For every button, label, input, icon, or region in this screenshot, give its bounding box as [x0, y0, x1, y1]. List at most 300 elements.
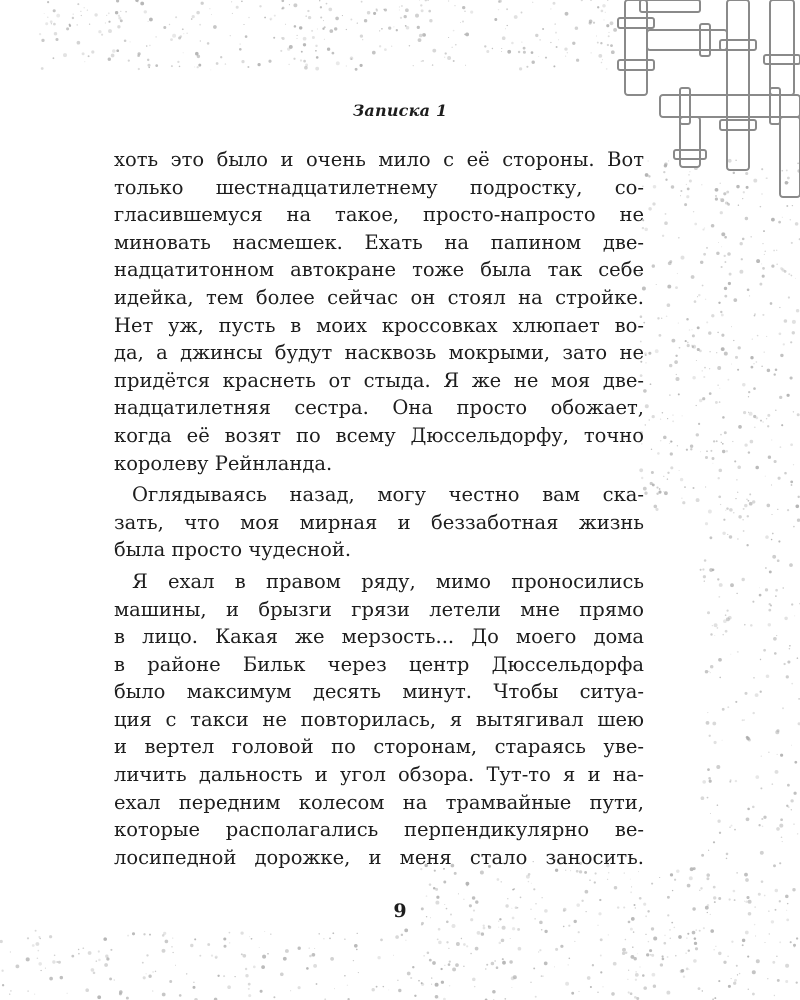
splatter-dot	[731, 326, 732, 327]
text-line: в лицо. Какая же мерзость... До моего дома	[114, 625, 644, 649]
splatter-dot	[769, 570, 772, 573]
splatter-dot	[755, 466, 759, 470]
splatter-dot	[695, 947, 698, 950]
splatter-dot	[664, 491, 668, 495]
splatter-dot	[738, 346, 741, 349]
splatter-dot	[700, 887, 702, 889]
text-line: в районе Бильк через центр Дюссельдорфа	[114, 652, 644, 676]
splatter-dot	[405, 8, 409, 12]
splatter-dot	[683, 975, 685, 977]
splatter-dot	[715, 946, 716, 947]
splatter-dot	[458, 893, 459, 894]
text-line: Оглядываясь назад, могу честно вам ска-	[132, 483, 644, 507]
splatter-dot	[749, 295, 750, 296]
splatter-dot	[587, 976, 591, 980]
splatter-dot	[650, 954, 652, 956]
splatter-dot	[636, 971, 637, 972]
splatter-dot	[420, 4, 422, 6]
splatter-dot	[313, 964, 317, 968]
splatter-dot	[793, 526, 795, 528]
splatter-dot	[776, 635, 777, 636]
splatter-dot	[383, 9, 385, 11]
splatter-dot	[40, 970, 41, 971]
splatter-dot	[686, 449, 688, 451]
splatter-dot	[784, 472, 787, 475]
splatter-dot	[297, 38, 298, 39]
splatter-dot	[155, 36, 157, 38]
splatter-dot	[273, 37, 275, 39]
splatter-dot	[595, 872, 597, 874]
splatter-dot	[793, 823, 794, 824]
text-line: была просто чудесной.	[114, 538, 352, 562]
splatter-dot	[785, 895, 789, 899]
splatter-dot	[108, 12, 110, 14]
splatter-dot	[103, 937, 107, 941]
splatter-dot	[37, 957, 39, 959]
splatter-dot	[357, 933, 358, 934]
splatter-dot	[245, 968, 247, 970]
splatter-dot	[726, 450, 728, 452]
splatter-dot	[781, 268, 784, 271]
splatter-dot	[740, 242, 743, 245]
splatter-dot	[702, 568, 704, 570]
splatter-dot	[0, 940, 3, 943]
splatter-dot	[689, 329, 691, 331]
splatter-dot	[308, 16, 311, 19]
splatter-dot	[376, 986, 378, 988]
splatter-dot	[729, 273, 732, 276]
splatter-dot	[785, 980, 788, 983]
splatter-dot	[694, 942, 697, 945]
splatter-dot	[545, 57, 547, 59]
splatter-dot	[779, 396, 782, 399]
splatter-dot	[301, 51, 303, 53]
splatter-dot	[601, 62, 603, 64]
splatter-dot	[651, 954, 654, 957]
splatter-dot	[702, 370, 703, 371]
splatter-dot	[662, 958, 665, 961]
splatter-dot	[149, 45, 151, 47]
splatter-dot	[733, 172, 735, 174]
splatter-dot	[713, 440, 715, 442]
splatter-dot	[743, 411, 746, 414]
splatter-dot	[767, 425, 769, 427]
splatter-dot	[672, 890, 673, 891]
splatter-dot	[127, 935, 129, 937]
splatter-dot	[494, 18, 497, 21]
splatter-dot	[39, 938, 40, 939]
splatter-dot	[38, 936, 40, 938]
splatter-dot	[316, 56, 319, 59]
splatter-dot	[791, 275, 793, 277]
splatter-dot	[643, 986, 647, 990]
splatter-dot	[702, 780, 706, 784]
splatter-dot	[706, 873, 710, 877]
splatter-dot	[455, 5, 456, 6]
splatter-dot	[677, 273, 678, 274]
splatter-dot	[721, 347, 725, 351]
splatter-dot	[34, 994, 35, 995]
splatter-dot	[49, 977, 53, 981]
splatter-dot	[98, 950, 100, 952]
splatter-dot	[772, 514, 773, 515]
splatter-dot	[179, 994, 182, 997]
splatter-dot	[600, 938, 603, 941]
splatter-dot	[739, 973, 740, 974]
splatter-dot	[731, 941, 733, 943]
splatter-dot	[116, 49, 119, 52]
splatter-dot	[733, 890, 736, 893]
splatter-dot	[742, 719, 744, 721]
splatter-dot	[747, 956, 749, 958]
splatter-dot	[593, 22, 595, 24]
splatter-dot	[647, 160, 648, 161]
splatter-dot	[715, 198, 718, 201]
splatter-dot	[752, 338, 753, 339]
splatter-dot	[668, 160, 669, 161]
splatter-dot	[790, 219, 791, 220]
splatter-dot	[722, 634, 724, 636]
splatter-dot	[682, 501, 685, 504]
splatter-dot	[749, 412, 753, 416]
splatter-dot	[702, 990, 703, 991]
splatter-dot	[709, 351, 710, 352]
splatter-dot	[693, 211, 694, 212]
splatter-dot	[645, 404, 649, 408]
splatter-dot	[651, 927, 654, 930]
splatter-dot	[193, 982, 194, 983]
splatter-dot	[289, 4, 290, 5]
splatter-dot	[632, 946, 633, 947]
splatter-dot	[719, 401, 721, 403]
splatter-dot	[186, 973, 187, 974]
splatter-dot	[777, 979, 780, 982]
splatter-dot	[568, 964, 569, 965]
splatter-dot	[425, 0, 427, 1]
splatter-dot	[454, 872, 457, 875]
splatter-dot	[635, 973, 639, 977]
text-line: придётся краснеть от стыда. Я же не моя две-	[114, 368, 644, 392]
splatter-dot	[2, 984, 4, 986]
splatter-dot	[372, 51, 376, 55]
splatter-dot	[401, 934, 403, 936]
splatter-dot	[743, 530, 745, 532]
splatter-dot	[779, 941, 781, 943]
splatter-dot	[653, 985, 656, 988]
splatter-dot	[625, 951, 627, 953]
splatter-dot	[556, 46, 558, 48]
splatter-dot	[750, 624, 753, 627]
splatter-dot	[767, 369, 770, 372]
splatter-dot	[227, 985, 231, 989]
splatter-dot	[686, 968, 689, 971]
splatter-dot	[762, 421, 764, 423]
splatter-dot	[689, 969, 690, 970]
splatter-dot	[76, 24, 78, 26]
splatter-dot	[688, 949, 690, 951]
splatter-dot	[115, 11, 118, 14]
splatter-dot	[240, 931, 243, 934]
splatter-dot	[767, 978, 768, 979]
splatter-dot	[554, 966, 555, 967]
splatter-dot	[445, 52, 447, 54]
splatter-dot	[56, 961, 58, 963]
splatter-dot	[724, 352, 728, 356]
splatter-dot	[190, 944, 193, 947]
splatter-dot	[674, 360, 678, 364]
splatter-dot	[128, 60, 130, 62]
splatter-dot	[111, 54, 115, 58]
splatter-dot	[162, 993, 166, 997]
splatter-dot	[38, 962, 41, 965]
splatter-dot	[726, 191, 729, 194]
splatter-dot	[259, 5, 261, 7]
splatter-dot	[766, 336, 767, 337]
splatter-dot	[58, 961, 61, 964]
splatter-dot	[775, 595, 777, 597]
splatter-dot	[447, 56, 451, 60]
splatter-dot	[417, 26, 420, 29]
splatter-dot	[298, 947, 301, 950]
splatter-dot	[736, 185, 739, 188]
splatter-dot	[778, 540, 780, 542]
splatter-dot	[681, 256, 685, 260]
splatter-dot	[47, 17, 48, 18]
splatter-dot	[676, 377, 680, 381]
splatter-dot	[734, 829, 736, 831]
splatter-dot	[733, 982, 736, 985]
splatter-dot	[550, 8, 551, 9]
splatter-dot	[376, 8, 378, 10]
splatter-dot	[727, 955, 729, 957]
splatter-dot	[117, 25, 120, 28]
splatter-dot	[712, 625, 713, 626]
splatter-dot	[421, 9, 424, 12]
splatter-dot	[687, 344, 690, 347]
splatter-dot	[297, 35, 298, 36]
splatter-dot	[209, 8, 210, 9]
splatter-dot	[550, 42, 551, 43]
splatter-dot	[792, 331, 795, 334]
page-number: 9	[393, 900, 407, 922]
splatter-dot	[409, 45, 410, 46]
splatter-dot	[746, 896, 749, 899]
splatter-dot	[726, 858, 728, 860]
splatter-dot	[736, 479, 737, 480]
splatter-dot	[441, 981, 444, 984]
splatter-dot	[765, 567, 767, 569]
splatter-dot	[737, 466, 741, 470]
text-line: только шестнадцатилетнему подростку, со-	[114, 175, 644, 199]
splatter-dot	[722, 708, 725, 711]
splatter-dot	[748, 391, 750, 393]
splatter-dot	[342, 15, 343, 16]
splatter-dot	[201, 2, 204, 5]
splatter-dot	[688, 174, 689, 175]
splatter-dot	[307, 10, 309, 12]
splatter-dot	[323, 20, 324, 21]
splatter-dot	[742, 944, 744, 946]
splatter-dot	[704, 580, 705, 581]
splatter-dot	[762, 267, 765, 270]
splatter-dot	[175, 16, 177, 18]
splatter-dot	[746, 544, 748, 546]
splatter-dot	[197, 55, 200, 58]
splatter-dot	[435, 995, 439, 999]
splatter-dot	[745, 692, 748, 695]
splatter-dot	[101, 34, 103, 36]
splatter-dot	[714, 635, 715, 636]
splatter-dot	[630, 879, 631, 880]
splatter-dot	[148, 975, 151, 978]
splatter-dot	[690, 448, 692, 450]
splatter-dot	[680, 478, 683, 481]
splatter-dot	[600, 42, 602, 44]
splatter-dot	[422, 60, 424, 62]
splatter-dot	[94, 13, 97, 16]
splatter-dot	[571, 992, 574, 995]
splatter-dot	[656, 284, 657, 285]
splatter-dot	[777, 754, 778, 755]
splatter-dot	[138, 68, 140, 70]
splatter-dot	[718, 658, 722, 662]
splatter-dot	[759, 594, 762, 597]
splatter-dot	[689, 171, 690, 172]
splatter-dot	[720, 198, 724, 202]
splatter-dot	[259, 947, 260, 948]
splatter-dot	[775, 369, 778, 372]
splatter-dot	[737, 974, 738, 975]
splatter-dot	[147, 59, 149, 61]
splatter-dot	[704, 227, 705, 228]
splatter-dot	[483, 927, 486, 930]
splatter-dot	[662, 412, 663, 413]
splatter-dot	[716, 440, 718, 442]
splatter-dot	[715, 195, 717, 197]
splatter-dot	[336, 61, 340, 65]
splatter-dot	[10, 952, 11, 953]
splatter-dot	[736, 965, 738, 967]
splatter-dot	[248, 17, 250, 19]
splatter-dot	[377, 956, 380, 959]
splatter-dot	[162, 949, 166, 953]
splatter-dot	[293, 3, 297, 7]
splatter-dot	[790, 376, 793, 379]
splatter-dot	[744, 873, 748, 877]
splatter-dot	[738, 515, 741, 518]
splatter-dot	[199, 24, 201, 26]
splatter-dot	[293, 58, 295, 60]
splatter-dot	[481, 932, 484, 935]
splatter-dot	[766, 418, 767, 419]
splatter-dot	[742, 519, 743, 520]
splatter-dot	[354, 944, 358, 948]
splatter-dot	[431, 984, 432, 985]
splatter-dot	[93, 972, 96, 975]
splatter-dot	[761, 193, 762, 194]
splatter-dot	[708, 671, 709, 672]
splatter-dot	[760, 691, 762, 693]
text-line: хоть это было и очень мило с её стороны. Вот	[114, 148, 644, 171]
splatter-dot	[108, 58, 111, 61]
splatter-dot	[574, 941, 575, 942]
splatter-dot	[686, 195, 689, 198]
splatter-dot	[251, 938, 253, 940]
splatter-dot	[507, 50, 511, 54]
splatter-dot	[698, 294, 700, 296]
splatter-dot	[477, 931, 481, 935]
splatter-dot	[676, 869, 679, 872]
splatter-dot	[137, 52, 140, 55]
splatter-dot	[603, 19, 604, 20]
splatter-dot	[335, 17, 339, 21]
splatter-dot	[597, 42, 599, 44]
splatter-dot	[775, 589, 778, 592]
splatter-dot	[686, 937, 687, 938]
splatter-dot	[147, 64, 150, 67]
splatter-dot	[109, 977, 112, 980]
splatter-dot	[491, 962, 495, 966]
splatter-dot	[563, 926, 565, 928]
splatter-dot	[653, 937, 657, 941]
splatter-dot	[39, 33, 41, 35]
splatter-dot	[383, 986, 384, 987]
splatter-dot	[778, 477, 781, 480]
text-line: лосипедной дорожке, и меня стало заносить.	[114, 845, 644, 869]
splatter-dot	[667, 478, 668, 479]
splatter-dot	[453, 60, 455, 62]
splatter-dot	[770, 302, 773, 305]
splatter-dot	[687, 342, 689, 344]
splatter-dot	[379, 45, 381, 47]
splatter-dot	[745, 878, 749, 882]
splatter-dot	[274, 15, 276, 17]
splatter-dot	[419, 0, 420, 1]
splatter-dot	[646, 953, 649, 956]
splatter-dot	[664, 221, 668, 225]
splatter-dot	[431, 977, 432, 978]
splatter-dot	[706, 450, 708, 452]
splatter-dot	[725, 510, 726, 511]
splatter-dot	[744, 504, 747, 507]
splatter-dot	[720, 504, 721, 505]
splatter-dot	[344, 975, 346, 977]
splatter-dot	[660, 418, 661, 419]
splatter-dot	[729, 827, 730, 828]
splatter-dot	[692, 376, 695, 379]
splatter-dot	[280, 972, 284, 976]
splatter-dot	[281, 37, 283, 39]
splatter-dot	[771, 484, 772, 485]
splatter-dot	[765, 588, 768, 591]
splatter-dot	[146, 954, 148, 956]
splatter-dot	[270, 18, 273, 21]
splatter-dot	[694, 223, 697, 226]
splatter-dot	[718, 242, 719, 243]
splatter-dot	[794, 761, 797, 764]
splatter-dot	[677, 445, 678, 446]
splatter-dot	[794, 615, 795, 616]
splatter-dot	[726, 609, 728, 611]
splatter-dot	[760, 787, 762, 789]
splatter-dot	[751, 366, 754, 369]
splatter-dot	[132, 932, 135, 935]
splatter-dot	[118, 15, 120, 17]
splatter-dot	[762, 275, 765, 278]
splatter-dot	[659, 488, 661, 490]
splatter-dot	[783, 587, 784, 588]
splatter-dot	[795, 278, 796, 279]
